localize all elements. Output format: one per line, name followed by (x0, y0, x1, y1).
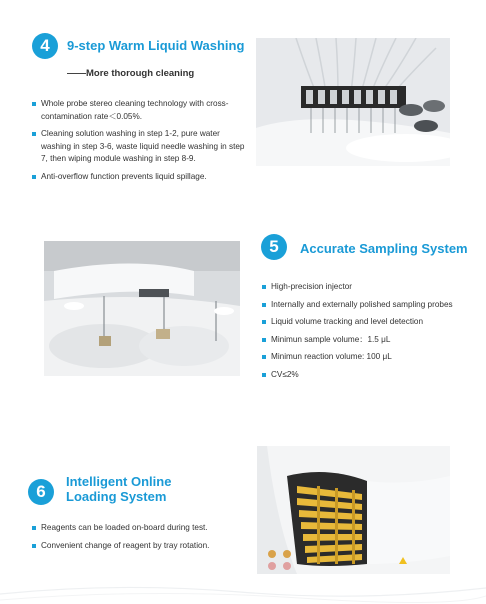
section-5-bullet: CV≤2% (262, 369, 472, 382)
section-6-title-line-1: Intelligent Online (66, 474, 172, 489)
section-6-number-badge (28, 479, 54, 505)
section-6-bullet: Convenient change of reagent by tray rotation. (32, 540, 252, 553)
section-4-bullet-list (32, 98, 246, 188)
section-5-title: Accurate Sampling System (300, 241, 468, 256)
section-5-bullet: Minimun reaction volume: 100 μL (262, 351, 472, 364)
section-4-bullet: Anti-overflow function prevents liquid spillage. (32, 171, 246, 184)
section-5-bullet: High-precision injector (262, 281, 472, 294)
bottom-decorative-wave (0, 574, 486, 604)
section-5-bullet: Internally and externally polished sampling probes (262, 299, 472, 312)
section-6-title-line-2: Loading System (66, 489, 167, 504)
section-5-bullet-list (262, 281, 472, 386)
section-5-number-badge (261, 234, 287, 260)
sampling-system-photo (44, 241, 240, 376)
section-4-subtitle: ——More thorough cleaning (67, 68, 195, 79)
section-4-number-badge (32, 33, 58, 59)
section-6-bullet: Reagents can be loaded on-board during test. (32, 522, 252, 535)
section-6-title (66, 474, 171, 504)
section-6-number: 6 (36, 482, 46, 501)
washing-station-photo (256, 38, 450, 166)
reagent-tray-photo (257, 446, 450, 574)
section-4-number: 4 (40, 36, 50, 55)
section-5-number: 5 (269, 237, 279, 256)
section-4-title: 9-step Warm Liquid Washing (67, 38, 245, 53)
section-4-bullet: Whole probe stereo cleaning technology with cross-contamination rate＜0.05%. (32, 98, 246, 123)
section-5-bullet: Liquid volume tracking and level detection (262, 316, 472, 329)
section-5-bullet: Minimun sample volume：1.5 μL (262, 334, 472, 347)
section-6-bullet-list (32, 522, 252, 557)
section-4-bullet: Cleaning solution washing in step 1-2, pure water washing in step 3-6, waste liquid needle washing in step 7, then wiping module washing in step 8-9. (32, 128, 246, 166)
